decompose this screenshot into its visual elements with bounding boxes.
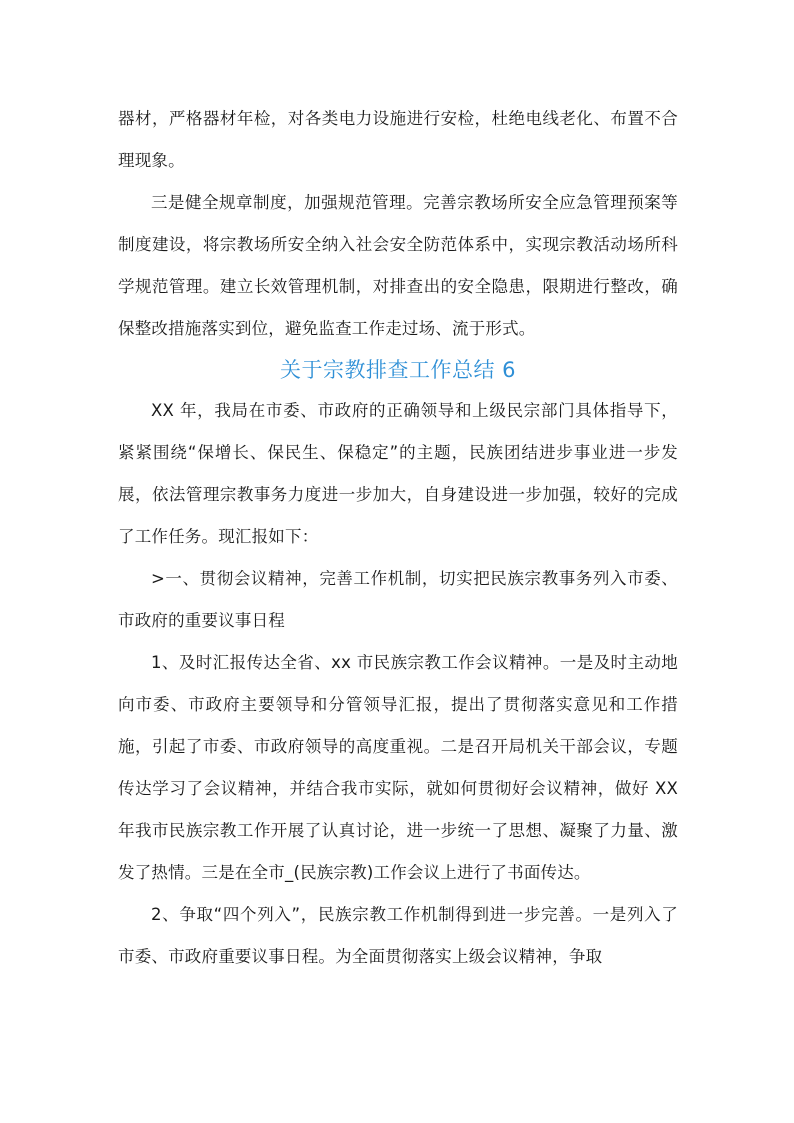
document-body: [118, 98, 678, 978]
paragraph-rules-management: 三是健全规章制度，加强规范管理。完善宗教场所安全应急管理预案等制度建设，将宗教场所安全纳入社会安全防范体系中，实现宗教活动场所科学规范管理。建立长效管理机制，对排查出的安全隐患，限期进行整改，确保整改措施落实到位，避免监查工作走过场、流于形式。: [118, 193, 678, 338]
paragraph-item-two: 2、争取“四个列入”，民族宗教工作机制得到进一步完善。一是列入了市委、市政府重要议事日程。为全面贯彻落实上级会议精神，争取: [118, 905, 678, 966]
section-heading: 关于宗教排查工作总结 6: [279, 358, 517, 382]
paragraph-intro-summary: XX 年，我局在市委、市政府的正确领导和上级民宗部门具体指导下，紧紧围绕“保增长、保民生、保稳定”的主题，民族团结进步事业进一步发展，依法管理宗教事务力度进一步加大，自身建设进一步加强，较好的完成了工作任务。现汇报如下：: [118, 401, 678, 546]
paragraph-section-one-title: >一、贯彻会议精神，完善工作机制，切实把民族宗教事务列入市委、市政府的重要议事日程: [118, 569, 678, 630]
paragraph-item-one: 1、及时汇报传达全省、xx 市民族宗教工作会议精神。一是及时主动地向市委、市政府主要领导和分管领导汇报，提出了贯彻落实意见和工作措施，引起了市委、市政府领导的高度重视。二是召开局机关干部会议，专题传达学习了会议精神，并结合我市实际，就如何贯彻好会议精神，做好 XX 年我市民族宗教工作开展了认真讨论，进一步统一了思想、凝聚了力量、激发了热情。三是在全市_(民族宗教)工作会议上进行了书面传达。: [118, 653, 678, 882]
paragraph-equipment-inspection: 器材，严格器材年检，对各类电力设施进行安检，杜绝电线老化、布置不合理现象。: [118, 109, 678, 170]
